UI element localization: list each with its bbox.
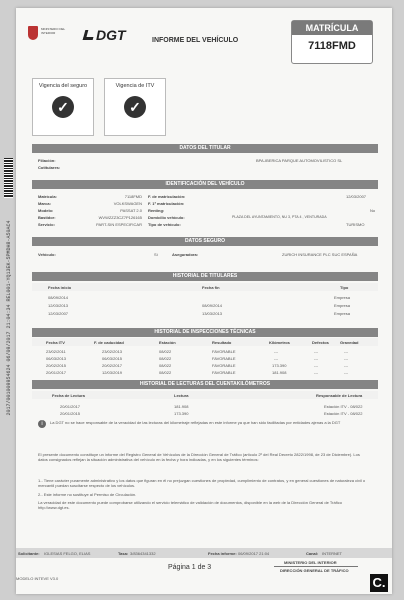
page-indicator: Página 1 de 3: [168, 564, 212, 571]
modelo-label: MODELO INTEVE V3.0: [16, 576, 59, 581]
table-row: 12/03/2013: [48, 303, 69, 308]
coat-of-arms-icon: [28, 26, 38, 40]
titular-value: BPA-IBERICA PARQUE AUTOMOVILISTICO SL: [256, 158, 343, 163]
dgt-logo: DGT: [84, 26, 126, 44]
side-barcode: [4, 158, 13, 198]
legal-paragraph: 1.- Tiene carácter puramente administrativo y los datos que figuran en él no prejuzgan cuestiones de propiedad, cumplimiento de contratos, y en general cuestiones de naturaleza civil o mercantil puedan suscitarse respecto de los vehículos.: [38, 478, 366, 488]
check-icon: ✓: [124, 96, 146, 118]
seguro-vehiculo-value: Sí: [154, 252, 158, 257]
table-row: 20/01/2015: [60, 411, 81, 416]
section-bar-inspecciones: HISTORIAL DE INSPECCIONES TÉCNICAS: [32, 328, 378, 337]
table-row: 08/09/2014: [48, 295, 69, 300]
corner-c-label: C.: [370, 574, 388, 592]
legal-paragraph: El presente documento constituye un informe del Registro General de Vehículos de la Dirección General de Tráfico (artículo 2º del Real Decreto 2822/1998, de 23 de Diciembre). Los datos consignados reflejan la situación administrativa del vehículo en la fecha y hora indicadas, y en los siguientes términos:: [38, 452, 360, 462]
dgt-mark-icon: [83, 30, 96, 40]
table-row: 12/03/2007: [48, 311, 69, 316]
itv-stamp: Vigencia de ITV ✓: [104, 78, 166, 136]
canal-value: INTERNET: [322, 551, 342, 556]
solicitante-value: IGLESIAS FELGO, ELIAS: [44, 551, 91, 556]
divider: [274, 566, 358, 567]
insurance-stamp: Vigencia del seguro ✓: [32, 78, 94, 136]
aseguradora-value: ZURICH INSURANCE PLC SUC ESPAÑA: [282, 252, 358, 257]
section-bar-titular: DATOS DEL TITULAR: [32, 144, 378, 153]
section-bar-seguro: DATOS SEGURO: [32, 237, 378, 246]
legal-paragraph: La veracidad de este documento puede comprobarse utilizando el servicio telemático de validación de documentos, disponible en la web de la Dirección General de Tráfico http://www.dgt.es.: [38, 500, 342, 510]
plate-label: MATRÍCULA: [292, 21, 372, 35]
section-bar-titulares: HISTORIAL DE TITULARES: [32, 272, 378, 281]
table-row: 20/01/2017: [60, 404, 81, 409]
disclaimer-note: La DGT no se hace responsable de la veracidad de las lecturas del kilometraje reflejadas en este informe ya que han sido facilitadas por entidades ajenas a la DGT: [50, 420, 341, 425]
info-icon: i: [38, 420, 46, 428]
section-bar-cuentakilometros: HISTORIAL DE LECTURAS DEL CUENTAKILÓMETROS: [32, 380, 378, 389]
check-icon: ✓: [52, 96, 74, 118]
government-logo: [28, 26, 76, 50]
legal-paragraph: 2.- Este informe no sustituye al Permiso de Circulación.: [38, 492, 137, 497]
side-document-id: 2017/001009954624 06/09/2017 21:04:34 REL001-YQ13EK-5PMDH8-A50AC4: [6, 220, 12, 416]
fecha-informe-value: 06/09/2017 21:04: [238, 551, 270, 556]
section-bar-identificacion: IDENTIFICACIÓN DEL VEHÍCULO: [32, 180, 378, 189]
government-logo-text: MINISTERIO DEL INTERIOR: [41, 27, 66, 35]
plate-number: 7118FMD: [308, 40, 356, 52]
report-page: 2017/001009954624 06/09/2017 21:04:34 REL001-YQ13EK-5PMDH8-A50AC4 MINISTERIO DEL INTERIOR DGT INFORME DEL VEHÍCULO MATRÍCULA 7118FMD Vigencia del seguro ✓ Vigencia de ITV ✓ DATOS DEL TITULAR Filiación: BPA-IBERICA PARQUE AUTOMOVILISTICO SL Cotitulares: IDENTIFICACIÓN DEL VEHÍCULO Matrícula: 7118FMD F. de matriculación: 12/03/2007 Marca: VOLKSWAGEN F. 1ª matriculación: Modelo: PASSAT 2.0 Renting: No Bastidor: WVWZZZ3CZ7P126165 Domicilio vehículo: PLAZA DEL AYUNTAMIENTO, NU 3, PTA 4 , VENTURADA Servicio: PART-SIN ESPECIFICAR Tipo de vehículo: TURISMO DATOS SEGURO Vehículo: Sí Aseguradora: ZURICH INSURANCE PLC SUC ESPAÑA HISTORIAL DE TITULARES Fecha inicio Fecha fin Tipo 08/09/2014 Empresa 12/03/2013 08/09/2014 Empresa 12/03/2007 13/03/2013 Empresa HISTORIAL DE INSPECCIONES TÉCNICAS Fecha ITV F. de caducidad Estación Resultado Kilómetros Defectos Gravedad 23/02/2011 23/02/2013 08/022 FAVORABLE --- --- --- 06/03/2013 06/03/2015 08/022 FAVORABLE --- --- --- 20/02/2015 20/02/2017 08/022 FAVORABLE 173.390 --- --- 20/01/2017 12/03/2019 08/022 FAVORABLE 181.908 --- --- HISTORIAL DE LECTURAS DEL CUENTAKILÓMETROS Fecha de Lectura Lectura Responsable de Lectura 20/01/2017 181.908 Estación ITV - 08/022 20/01/2015 173.390 Estación ITV - 08/022 i La DGT no se hace responsable de la veracidad de las lecturas del kilometraje reflejadas en este informe ya que han sido facilitadas por entidades ajenas a la DGT El presente documento constituye un informe del Registro General de Vehículos de la Dirección General de Tráfico (artículo 2º del Real Decreto 2822/1998, de 23 de Diciembre). Los datos consignados reflejan la situación administrativa del vehículo en la fecha y hora indicadas, y en los siguientes términos: 1.- Tiene carácter puramente administrativo y los datos que figuran en él no prejuzgan cuestiones de propiedad, cumplimiento de contratos, y en general cuestiones de naturaleza civil o mercantil puedan suscitarse respecto de los vehículos. 2.- Este informe no sustituye al Permiso de Circulación. La veracidad de este documento puede comprobarse utilizando el servicio telemático de validación de documentos, disponible en la web de la Dirección General de Tráfico http://www.dgt.es. Solicitante: IGLESIAS FELGO, ELIAS Tasa: 3/8364341332 Fecha informe: 06/09/2017 21:04 Canal: INTERNET Página 1 de 3 MINISTERIO DEL INTERIOR DIRECCIÓN GENERAL DE TRÁFICO MODELO INTEVE V3.0 C.: [16, 8, 392, 594]
status-stamps: [32, 78, 166, 136]
report-header: [16, 8, 392, 56]
plate-box: [291, 20, 373, 64]
page-title: INFORME DEL VEHÍCULO: [152, 37, 239, 44]
tasa-value: 3/8364341332: [130, 551, 156, 556]
